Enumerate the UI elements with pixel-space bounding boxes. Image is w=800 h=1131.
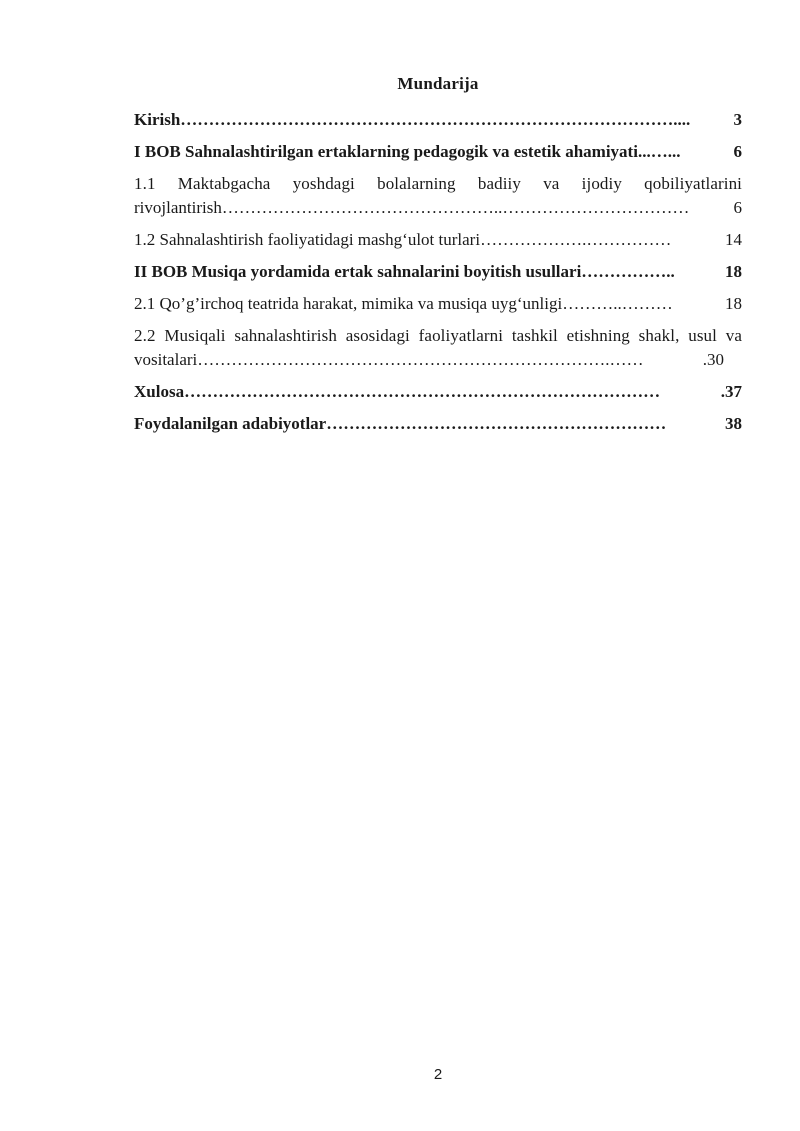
toc-page-number: 38 bbox=[725, 414, 742, 433]
toc-page-number: 6 bbox=[733, 198, 742, 217]
toc-leader-dots: ……………….…………… bbox=[480, 230, 672, 249]
toc-entry-section-1-1[interactable] bbox=[134, 172, 742, 220]
toc-page-number: 3 bbox=[733, 110, 742, 129]
table-of-contents bbox=[134, 108, 742, 444]
toc-entry-chapter-2[interactable] bbox=[134, 260, 742, 284]
toc-entry-label: II BOB Musiqa yordamida ertak sahnalarini boyitish usullari bbox=[134, 262, 582, 281]
toc-page-number: .37 bbox=[720, 382, 742, 401]
toc-entry-bibliography[interactable] bbox=[134, 412, 742, 436]
toc-entry-label: Xulosa bbox=[134, 382, 185, 401]
toc-leader-dots: ………………………………………………………………………… bbox=[184, 382, 661, 401]
toc-page-number: 18 bbox=[725, 262, 742, 281]
toc-entry-section-2-2[interactable] bbox=[134, 324, 742, 372]
toc-entry-section-2-1[interactable] bbox=[134, 292, 742, 316]
toc-entry-label: 2.1 Qo’g’irchoq teatrida harakat, mimika va musiqa uyg‘unligi bbox=[134, 294, 563, 313]
toc-entry-chapter-1[interactable] bbox=[134, 140, 742, 164]
toc-leader-dots: ...…... bbox=[637, 142, 681, 161]
toc-page-number: 18 bbox=[725, 294, 742, 313]
toc-leader-dots: …………………………………………..…………………………… bbox=[221, 198, 690, 217]
toc-entry-section-1-2[interactable] bbox=[134, 228, 742, 252]
toc-page-number: 14 bbox=[725, 230, 742, 249]
toc-page-number: 6 bbox=[733, 142, 742, 161]
toc-entry-xulosa[interactable] bbox=[134, 380, 742, 404]
toc-entry-label: I BOB Sahnalashtirilgan ertaklarning pedagogik va estetik ahamiyati bbox=[134, 142, 638, 161]
toc-entry-label: Foydalanilgan adabiyotlar bbox=[134, 414, 327, 433]
toc-page-number: .30 bbox=[702, 350, 724, 369]
toc-entry-label-line1: 1.1 Maktabgacha yoshdagi bolalarning badiiy va ijodiy qobiliyatlarini bbox=[134, 174, 742, 193]
toc-title: Mundarija bbox=[397, 74, 479, 93]
toc-entry-label-line2: vositalari bbox=[134, 350, 198, 369]
toc-entry-label-line2: rivojlantirish bbox=[134, 198, 222, 217]
toc-leader-dots: …………….. bbox=[581, 262, 675, 281]
page-number: 2 bbox=[433, 1066, 443, 1083]
toc-entry-label: Kirish bbox=[134, 110, 181, 129]
toc-leader-dots: ……………………………………………………………….…… bbox=[197, 350, 644, 369]
toc-entry-kirish[interactable] bbox=[134, 108, 742, 132]
toc-leader-dots: …………………………………………………… bbox=[326, 414, 667, 433]
toc-entry-label: 1.2 Sahnalashtirish faoliyatidagi mashg‘ulot turlari bbox=[134, 230, 481, 249]
toc-leader-dots: ………..……… bbox=[562, 294, 673, 313]
toc-entry-label-line1: 2.2 Musiqali sahnalashtirish asosidagi faoliyatlarni tashkil etishning shakl, usul va bbox=[134, 326, 742, 345]
toc-leader-dots: …………………………………………………………………………….... bbox=[180, 110, 691, 129]
